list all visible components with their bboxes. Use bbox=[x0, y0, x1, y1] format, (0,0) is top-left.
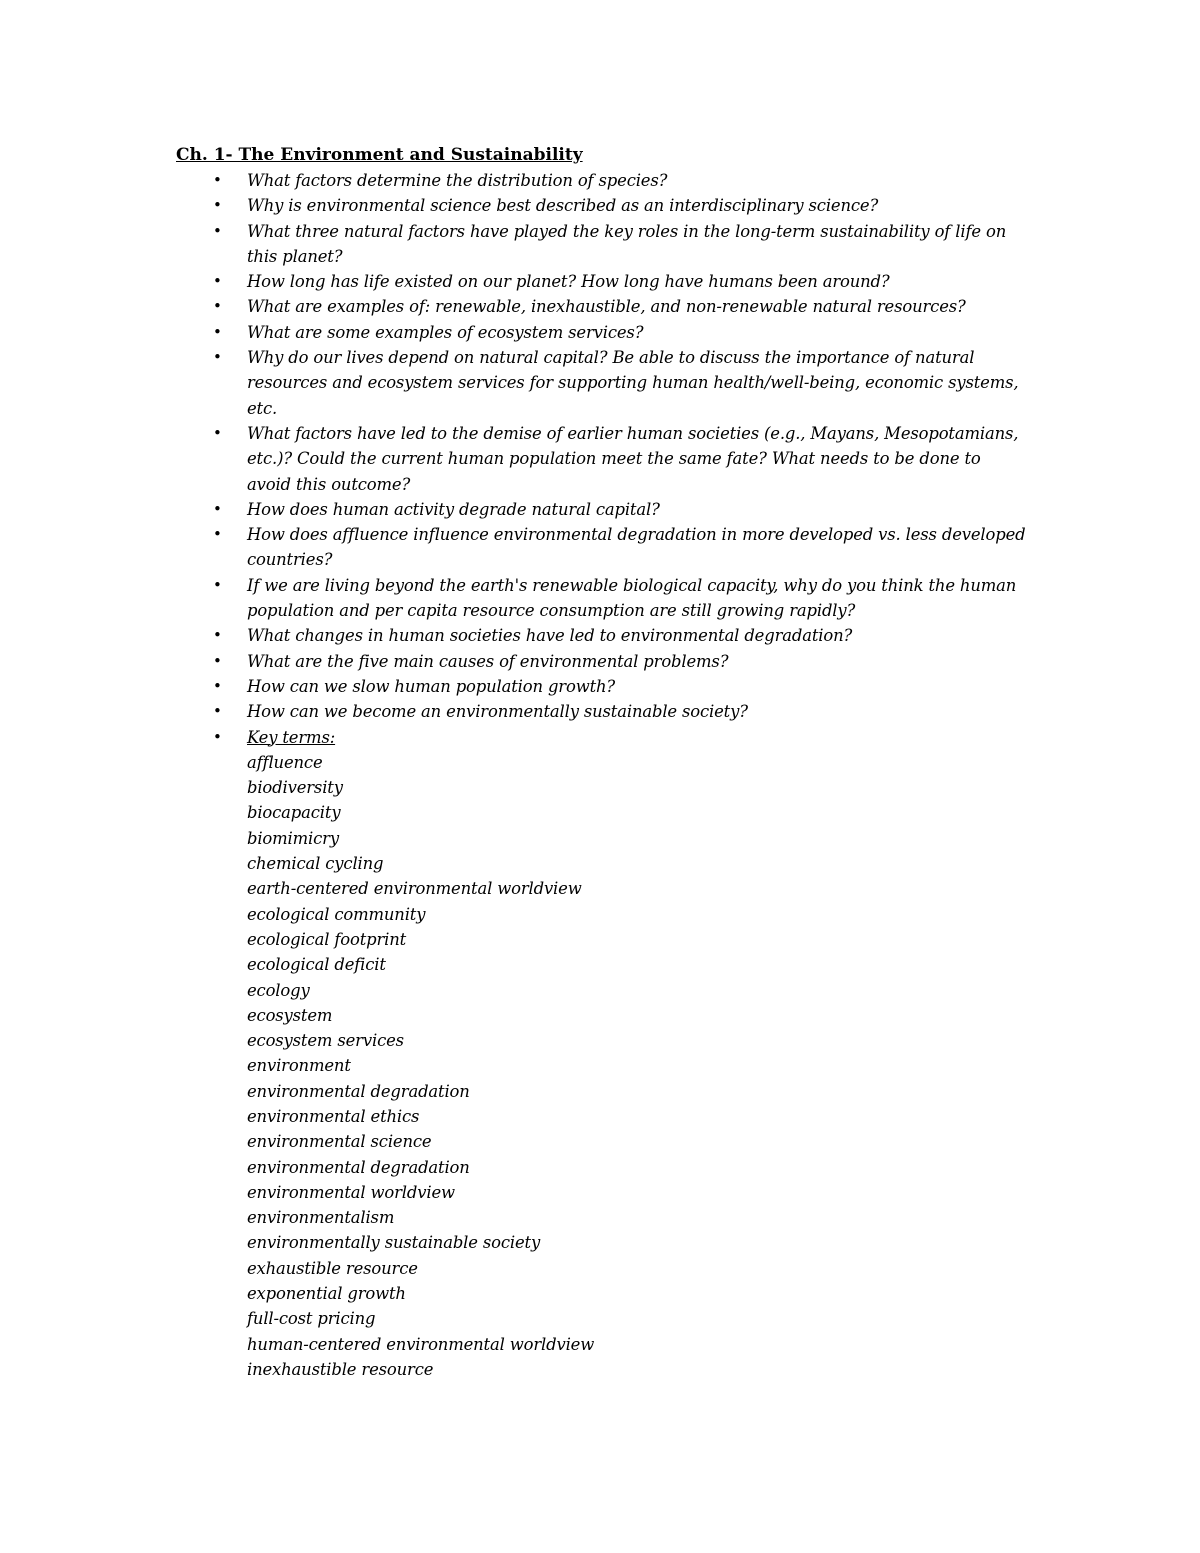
question-item bbox=[0, 497, 1027, 522]
question-item bbox=[0, 219, 1027, 270]
bullet-icon: • bbox=[213, 626, 222, 645]
key-term: ecosystem services bbox=[247, 1031, 404, 1051]
question-text: What are the five main causes of environmental problems? bbox=[247, 651, 729, 671]
key-term: chemical cycling bbox=[247, 854, 384, 874]
question-text: What factors determine the distribution of species? bbox=[247, 171, 668, 190]
bullet-icon: • bbox=[213, 196, 222, 215]
bullet-icon: • bbox=[213, 221, 222, 240]
question-item bbox=[0, 573, 1027, 624]
key-term: ecology bbox=[247, 980, 310, 1000]
question-text: Why do our lives depend on natural capital? Be able to discuss the importance of natural resources and ecosystem services for supporting human health/well-being, economic systems, etc. bbox=[247, 348, 1019, 418]
key-term: environmental degradation bbox=[247, 1081, 470, 1101]
key-terms-item bbox=[0, 725, 1027, 1383]
question-item bbox=[0, 674, 1027, 699]
bullet-icon: • bbox=[213, 322, 222, 341]
bullet-icon: • bbox=[213, 499, 222, 518]
question-text: How does human activity degrade natural capital? bbox=[247, 499, 660, 519]
key-term: environmentally sustainable society bbox=[247, 1233, 541, 1253]
bullet-icon: • bbox=[213, 171, 222, 189]
question-text: How can we slow human population growth? bbox=[247, 676, 616, 696]
question-text: What are examples of: renewable, inexhaustible, and non-renewable natural resources? bbox=[247, 297, 966, 317]
question-item bbox=[0, 193, 1027, 218]
key-terms-label: Key terms: bbox=[247, 727, 336, 747]
key-term: environmental worldview bbox=[247, 1182, 455, 1202]
key-term: full-cost pricing bbox=[247, 1309, 376, 1329]
key-term: environmental ethics bbox=[247, 1106, 420, 1126]
key-term: ecological deficit bbox=[247, 955, 386, 975]
key-term: biomimicry bbox=[247, 828, 339, 848]
bullet-icon: • bbox=[213, 297, 222, 316]
question-item bbox=[0, 294, 1027, 319]
bullet-icon: • bbox=[213, 575, 222, 594]
question-item bbox=[0, 649, 1027, 674]
key-term: biodiversity bbox=[247, 778, 343, 798]
question-text: What factors have led to the demise of earlier human societies (e.g., Mayans, Mesopotamians, etc.)? Could the current human population meet the same fate? What needs to be done to avoid this outcome? bbox=[247, 423, 1019, 494]
key-term: biocapacity bbox=[247, 803, 341, 823]
key-term: environmental degradation bbox=[247, 1157, 470, 1177]
key-term: environment bbox=[247, 1056, 351, 1076]
question-text: Why is environmental science best described as an interdisciplinary science? bbox=[247, 196, 879, 216]
bullet-icon: • bbox=[213, 272, 222, 291]
question-item bbox=[0, 269, 1027, 294]
question-item bbox=[0, 168, 1027, 193]
bullet-icon: • bbox=[213, 348, 222, 367]
bullet-icon: • bbox=[213, 423, 222, 442]
question-text: If we are living beyond the earth's renewable biological capacity, why do you think the human population and per capita resource consumption are still growing rapidly? bbox=[247, 575, 1017, 621]
question-text: How does affluence influence environmental degradation in more developed vs. less developed countries? bbox=[247, 525, 1026, 570]
key-term: human-centered environmental worldview bbox=[247, 1334, 595, 1354]
question-item bbox=[0, 522, 1027, 573]
question-text: What changes in human societies have led to environmental degradation? bbox=[247, 626, 853, 646]
key-term: exhaustible resource bbox=[247, 1258, 418, 1278]
bullet-icon: • bbox=[213, 702, 222, 721]
key-term: ecological footprint bbox=[247, 929, 407, 949]
question-item bbox=[0, 320, 1027, 345]
key-term: earth-centered environmental worldview bbox=[247, 879, 582, 899]
key-term: ecosystem bbox=[247, 1005, 333, 1025]
question-item bbox=[0, 623, 1027, 648]
question-text: How long has life existed on our planet? How long have humans been around? bbox=[247, 272, 890, 292]
question-text: How can we become an environmentally sustainable society? bbox=[247, 702, 748, 722]
key-term: ecological community bbox=[247, 904, 426, 924]
key-term: environmental science bbox=[247, 1132, 432, 1152]
bullet-icon: • bbox=[213, 727, 222, 746]
bullet-icon: • bbox=[213, 651, 222, 670]
question-item bbox=[0, 345, 1027, 421]
key-term: inexhaustible resource bbox=[247, 1359, 434, 1379]
question-item bbox=[0, 421, 1027, 497]
key-terms-list bbox=[247, 750, 1027, 1382]
bullet-icon: • bbox=[213, 525, 222, 544]
key-term: environmentalism bbox=[247, 1208, 395, 1228]
chapter-heading: Ch. 1- The Environment and Sustainability bbox=[176, 145, 583, 165]
key-term: exponential growth bbox=[247, 1284, 406, 1304]
question-text: What are some examples of ecosystem services? bbox=[247, 322, 644, 342]
key-term: affluence bbox=[247, 752, 323, 772]
question-list bbox=[0, 168, 1200, 1382]
question-item bbox=[0, 699, 1027, 724]
question-text: What three natural factors have played the key roles in the long-term sustainability of life on this planet? bbox=[247, 221, 1007, 266]
bullet-icon: • bbox=[213, 676, 222, 695]
